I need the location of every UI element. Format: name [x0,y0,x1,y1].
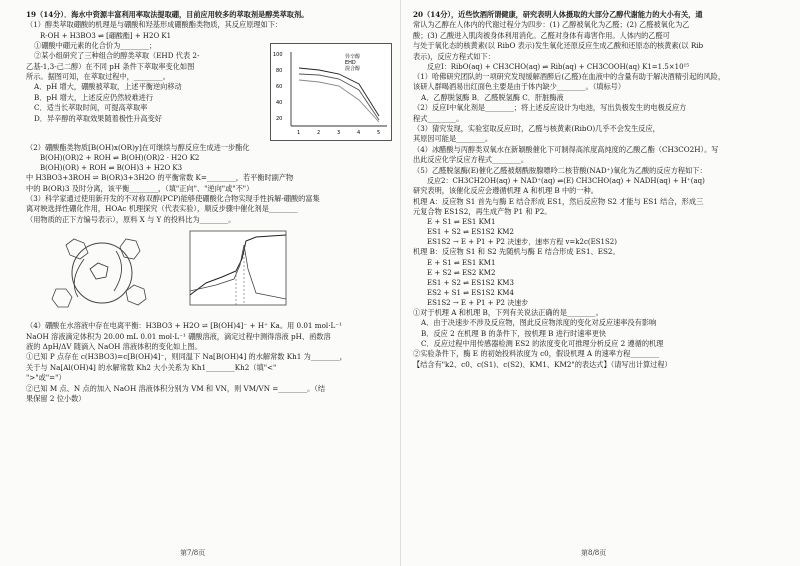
q19-part4-sub2b: 果保留 2 位小数） [26,394,86,404]
q19-part3c: （用物质的正下方编号表示），原料 X 与 Y 的投料比为________。 [26,214,236,224]
q19-part2: （2）硼酸酯类物质[B(OH)x(OR)y]在可继续与醇反应生成进一步酯化 [26,142,250,152]
q19-part3b: 离对映选择性硼化作用，HOAc 机理探究（代表实验），顺反步骤中催化剂是________ [26,204,298,214]
q19-sub1: ①硼酸中硼元素的化合价为________； [34,40,157,50]
q19-part1: （1）醇类萃取硼酸的机理是与硼酸和羟基形成硼酸酯类物质，其反应原理如下： [26,20,283,30]
q19-eq3: B(OH)(OR) + ROH ⇌ B(OH)3 + H2O K3 [40,164,183,173]
q20-part2b: 程式________。 [413,113,464,123]
q20-mech-b-step5: ES1S2 → E + P1 + P2 决速步 [427,298,529,307]
q19-part4-sub2a: ②已知 M 点、N 点的加入 NaOH 溶液体积分别为 VM 和 VN，则 VM/VN =________。（结 [26,383,326,393]
chart-xtick-5: 5 [377,129,381,136]
q19-part4-sub1c: ">"或"="） [26,373,66,383]
q19-title: 19（14分）．海水中资源丰富利用率取法提取硼，目前应用较多的萃取剂是醇类萃取剂。 [26,10,309,19]
q20-part1b: 该研人群喝酒易出红面色主要是由于体内缺少________。（填标号） [413,82,626,92]
q19-option-b: B．pH 增大，上述反应仍然较难进行 [34,92,154,102]
q20-part4b: 出此反应化学反应方程式________。 [413,155,529,165]
q20-part5b: 研究表明，该催化反应会遵循机理 A 和机理 B 中的一种。 [413,186,598,196]
q19-part2-k: 中 H3BO3+3ROH ⇌ B(OR)3+3H2O 的平衡常数 K=________，若平衡时副产物 [26,173,294,183]
q19-eq2: B(OH)(OR)2 + ROH ⇌ B(OH)(OR)2 · H2O K2 [40,154,200,163]
q20-mech-b-1: 机理 B：反应物 S1 和 S2 先随机与酶 E 结合形成 ES1、ES2。 [413,247,620,257]
q19-part2-shift: 中的 B(OR)3 及时分离，该平衡________，（填"正向"、"逆向"或"不"） [26,183,254,193]
right-exam-page [400,0,800,566]
q20-title: 20（14分），近些饮酒所谓健康，研究表明人体摄取的大部分乙醇代谢能力的大小有关，通 [413,10,703,19]
series-line-3 [299,80,379,122]
q20-mech-b-step3: ES1 + S2 ⇌ ES1S2 KM3 [427,278,514,287]
q19-part4-sub1a: ①已知 P 点存在 c(H3BO3)=c[B(OH)4]⁻，则同温下 Na[B(OH)4] 的水解常数 Kh1 为________， [26,352,347,362]
q20-part3b: 其原因可能是________。 [413,134,493,144]
q20-sub1-option-b: B．反应 2 在机理 B 的条件下，按机理 B 进行时速率更快 [421,328,607,338]
q19-option-a: A．pH 增大，硼酸被萃取，上述平衡逆向移动 [34,82,182,92]
q20-mech-a-step3: ES1S2 → E + P1 + P2 决速步，速率方程 v=k2c(ES1S2) [427,238,617,247]
extraction-rate-chart [270,43,392,141]
chart-legend-3: 混合醇 [345,65,361,72]
q20-reaction-1: 反应Ⅰ：RibO(aq) + CH3CHO(aq) ⇌ Rib(aq) + CH3COOH(aq) K1=1.5×10¹⁵ [427,63,690,72]
q20-part5a: （5）乙醛脱氢酶(E)催化乙醛被烟酰胺腺嘌呤二核苷酸(NAD⁺)氧化为乙酸的反应方程如下： [413,165,707,175]
chart-ytick-60: 60 [276,83,283,90]
q20-part1a: （1）哈佛研究团队的一项研究发现缓解酒醉后(乙醛)在血液中的含量有助于解决酒精引起的风险， [413,72,726,82]
q19-sub2b: 乙基-1,3-己二醇）在不同 pH 条件下萃取率变化如图 [26,61,195,71]
chart-xtick-1: 1 [297,129,301,136]
q19-sub2c: 所示。据图可知，在萃取过程中，________。 [26,72,170,82]
page-number-8: 第8/8页 [581,549,607,557]
q20-mech-a-2: 元复合物 ES1S2，再生成产物 P1 和 P2。 [413,206,552,216]
q20-mech-a-step2: ES1 + S2 ⇌ ES1S2 KM2 [427,228,514,237]
q20-part2a: （2）反应Ⅰ中氧化剂是________；将上述反应设计为电池，写出负极发生的电极反应方 [413,103,687,113]
q20-sub1: ①对于机理 A 和机理 B，下列有关说法正确的是________。 [413,307,603,317]
chart-xtick-2: 2 [317,129,321,136]
q20-intro-3: 与处于氧化态的核黄素(以 RibO 表示)发生氧化还原反应生成乙酸和还原态的核黄素(以 Rib [413,41,704,51]
q19-part4c: 液的 ΔpH/ΔV 随滴入 NaOH 溶液体积的变化如上图。 [26,342,202,352]
chart-ytick-20: 20 [276,115,283,122]
q19-option-d: D．异辛醇的萃取效果随着极性升高变好 [34,113,162,123]
q19-eq1: R-OH + H3BO3 ⇌ [硼酸酯] + H2O K1 [40,31,172,40]
q19-part3a: （3）科学家通过使用新开发的不对称双醇(PCP)能够使硼酸化合物实现手性拆解-硼酸的富集 [26,194,320,204]
chart-ytick-80: 80 [276,67,283,74]
q20-part3a: （3）猜究发现，实验室取反应Ⅰ时，乙醛与核黄素(RibO)几乎不会发生反应， [413,124,660,134]
chart-legend-2: EHD [345,59,356,66]
catalytic-cycle-diagram [26,225,176,319]
chart-xtick-3: 3 [337,129,341,136]
q20-mech-b-step2: E + S2 ⇌ ES2 KM2 [427,268,496,277]
q20-sub1-option-c: C．反应过程中用传感器检测 ES2 的浓度变化可推理分析反应 2 遵循的机理 [421,338,664,348]
q19-option-c: C．适当长萃取时间，可提高萃取率 [34,103,148,113]
q20-intro-1: 常认为乙醇在人体内的代谢过程分为四步：(1) 乙醇被氧化为乙醛；(2) 乙醛被氧化为乙 [413,20,690,30]
q20-part1-options: A．乙醇脱氢酶 B．乙醛脱氢酶 C．肝脏酶液 [421,92,564,102]
q19-part4a: （4）硼酸在水溶液中存在电离平衡：H3BO3 + H2O ⇌ [B(OH)4]⁻ + H⁺ Ka。用 0.01 mol·L⁻¹ [26,321,342,331]
q19-figures [26,225,392,321]
q20-reaction-2: 反应2：CH3CH2OH(aq) + NAD⁺(aq) ⇌(E) CH3CHO(aq) + NADH(aq) + H⁺(aq) [427,177,705,186]
chart-legend-1: 异辛醇 [345,53,361,60]
q20-part4a: （4）冰醋酸与丙醇类双氧水在新颖酸催化下可制得高浓度高纯度的乙酸乙酯（CH3CO2H）。写 [413,144,719,154]
q19-part4b: NaOH 溶液滴定体积为 20.00 mL 0.01 mol·L⁻¹ 硼酸溶液，滴定过程中测得溶液 pH、函数溶 [26,331,331,341]
chart-xtick-4: 4 [357,129,361,136]
q20-mech-a-step1: E + S1 ⇌ ES1 KM1 [427,218,496,227]
q20-mech-b-step4: ES2 + S1 ⇌ ES1S2 KM4 [427,288,514,297]
q20-mech-b-step1: E + S1 ⇌ ES1 KM1 [427,258,496,267]
q20-intro-4: 表示)，反应方程式如下： [413,51,495,61]
q20-sub2a: ②实验条件下，酶 E 的初始投料浓度为 c0，假设机理 A 的速率方程________ [413,349,660,359]
chart-ytick-100: 100 [273,51,283,58]
q19-part4-sub1b: 关于与 Na[Al(OH)4] 的水解常数 Kh2 大小关系为 Kh1________Kh2（填"<" [26,362,277,372]
titration-curve-chart [176,225,296,319]
q20-sub1-option-a: A．由于决速步不涉及反应物，图此反应物浓度的变化对反应速率没有影响 [421,318,657,328]
q20-intro-2: 酸；(3) 乙酸进入肌肉被身体利用消化。乙醛对身体有毒害作用。人体内的乙醛可 [413,30,670,40]
q20-sub2b: 【结含有"k2、c0、c(S1)、c(S2)、KM1、KM2"的表达式】（请写出计算过程） [413,359,672,369]
q19-sub2a: ②某小组研究了三种组合的醇类萃取（EHD 代表 2- [34,51,200,61]
page-number-7: 第7/8页 [180,549,206,557]
q20-mech-a-1: 机理 A：反应物 S1 首先与酶 E 结合形成 ES1，然后反应物 S2 才能与 ES1 结合，形成三 [413,196,704,206]
q19-body-with-chart [26,41,392,143]
chart-ytick-40: 40 [276,99,283,106]
